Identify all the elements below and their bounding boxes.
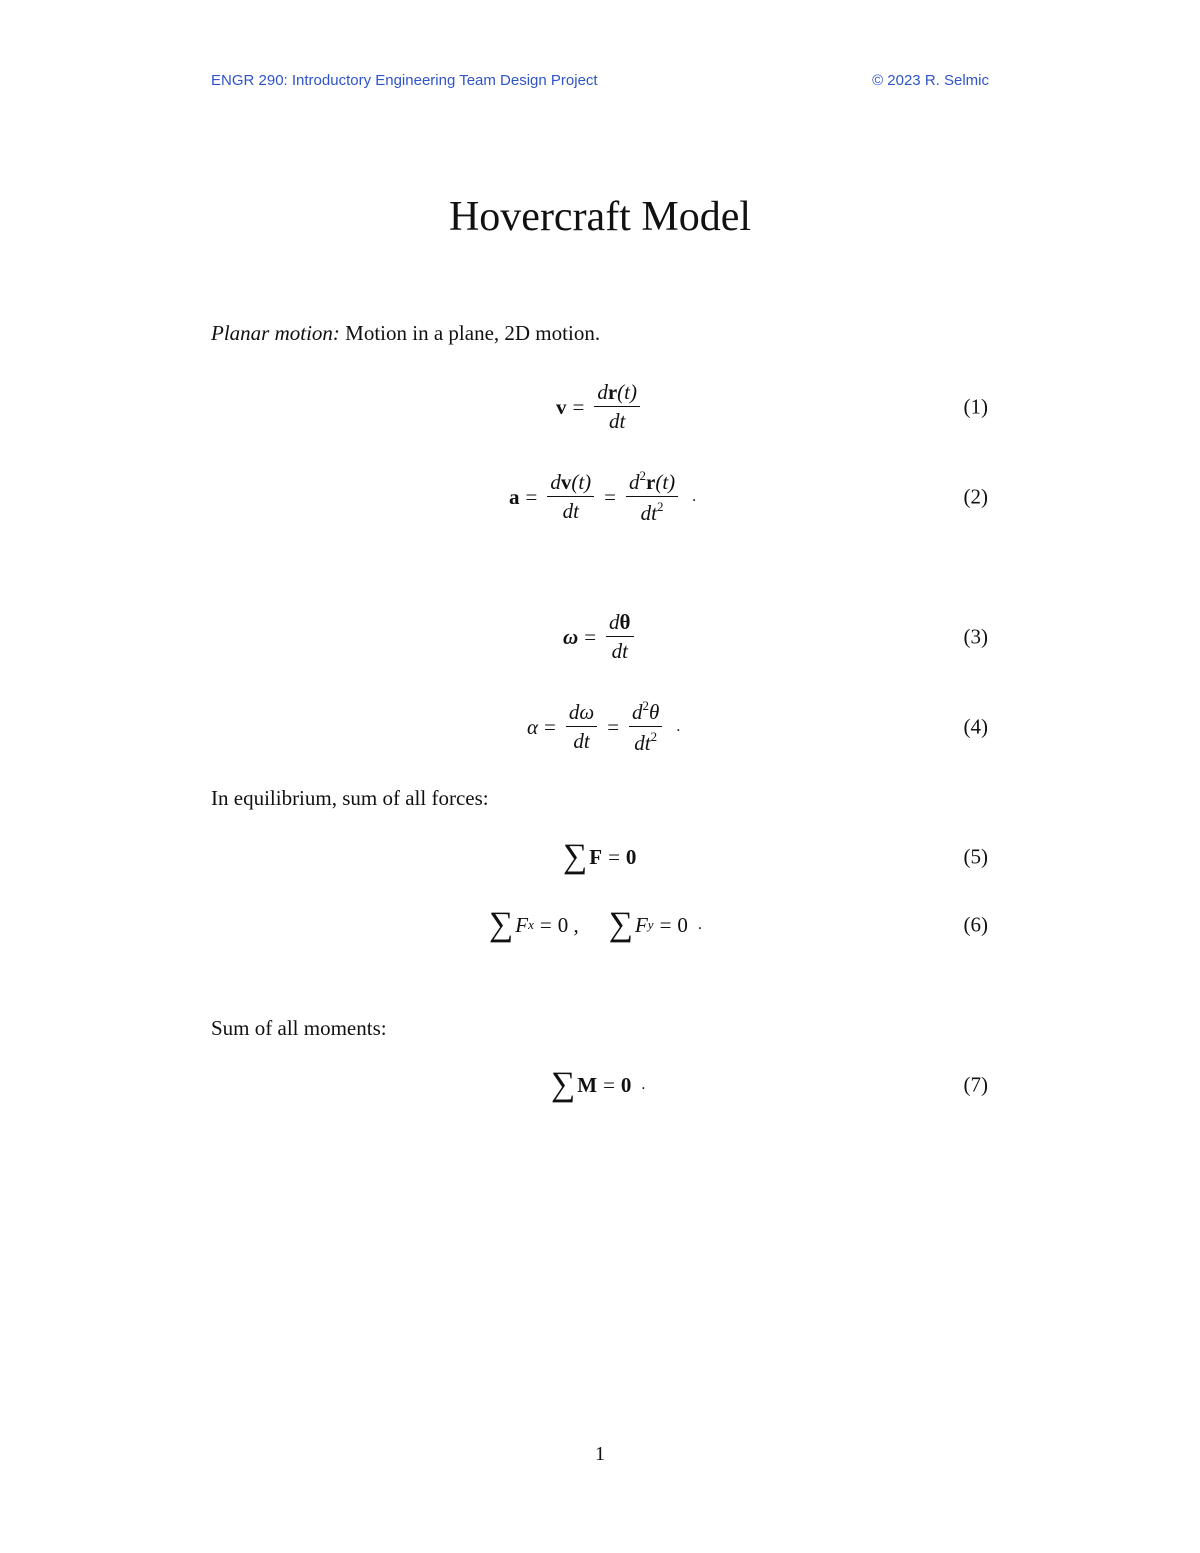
equation-2-body: a = $\frac{dv(t)}{dt}$ = $\frac{d^2r(t)}{dt^2}$ . bbox=[509, 467, 697, 525]
equation-7-body: ∑ M = 0 . bbox=[551, 1066, 646, 1103]
equation-6-body: ∑ F x = 0 , ∑ F y = 0 . bbox=[489, 906, 702, 943]
document-title: Hovercraft Model bbox=[448, 194, 752, 240]
equation-7 bbox=[0, 1050, 1200, 1120]
header-copyright: © 2023 R. Selmic bbox=[872, 72, 989, 89]
moments-paragraph: Sum of all moments: bbox=[211, 1016, 387, 1040]
intro-text: Motion in a plane, 2D motion. bbox=[339, 321, 601, 345]
intro-paragraph bbox=[211, 321, 600, 346]
equation-1-body: v = $\frac{dr(t)}{dt}$ bbox=[556, 372, 644, 442]
equation-6 bbox=[0, 890, 1200, 960]
equation-4 bbox=[0, 692, 1200, 762]
equation-2-number: (2) bbox=[963, 484, 988, 509]
page-header bbox=[211, 72, 989, 94]
equation-3-number: (3) bbox=[963, 624, 988, 649]
intro-label: Planar motion: bbox=[211, 321, 340, 345]
equation-6-number: (6) bbox=[963, 912, 988, 937]
page-number: 1 bbox=[595, 1443, 605, 1465]
equation-4-number: (4) bbox=[963, 714, 988, 739]
equation-5-number: (5) bbox=[963, 844, 988, 869]
equation-1 bbox=[0, 372, 1200, 442]
equation-7-number: (7) bbox=[963, 1072, 988, 1097]
equation-2 bbox=[0, 462, 1200, 532]
header-course-title: ENGR 290: Introductory Engineering Team Design Project bbox=[211, 72, 598, 89]
equation-4-body: α = $\frac{d\omega}{dt}$ = $\frac{d^2\theta}{dt^2}$ . bbox=[527, 697, 681, 755]
equation-5-body: ∑ F = 0 bbox=[563, 838, 637, 875]
equation-3 bbox=[0, 602, 1200, 672]
equation-3-body: ω = $\frac{d\theta}{dt}$ bbox=[563, 602, 638, 672]
equilibrium-paragraph: In equilibrium, sum of all forces: bbox=[211, 786, 489, 810]
equation-5 bbox=[0, 822, 1200, 892]
equation-1-number: (1) bbox=[963, 394, 988, 419]
